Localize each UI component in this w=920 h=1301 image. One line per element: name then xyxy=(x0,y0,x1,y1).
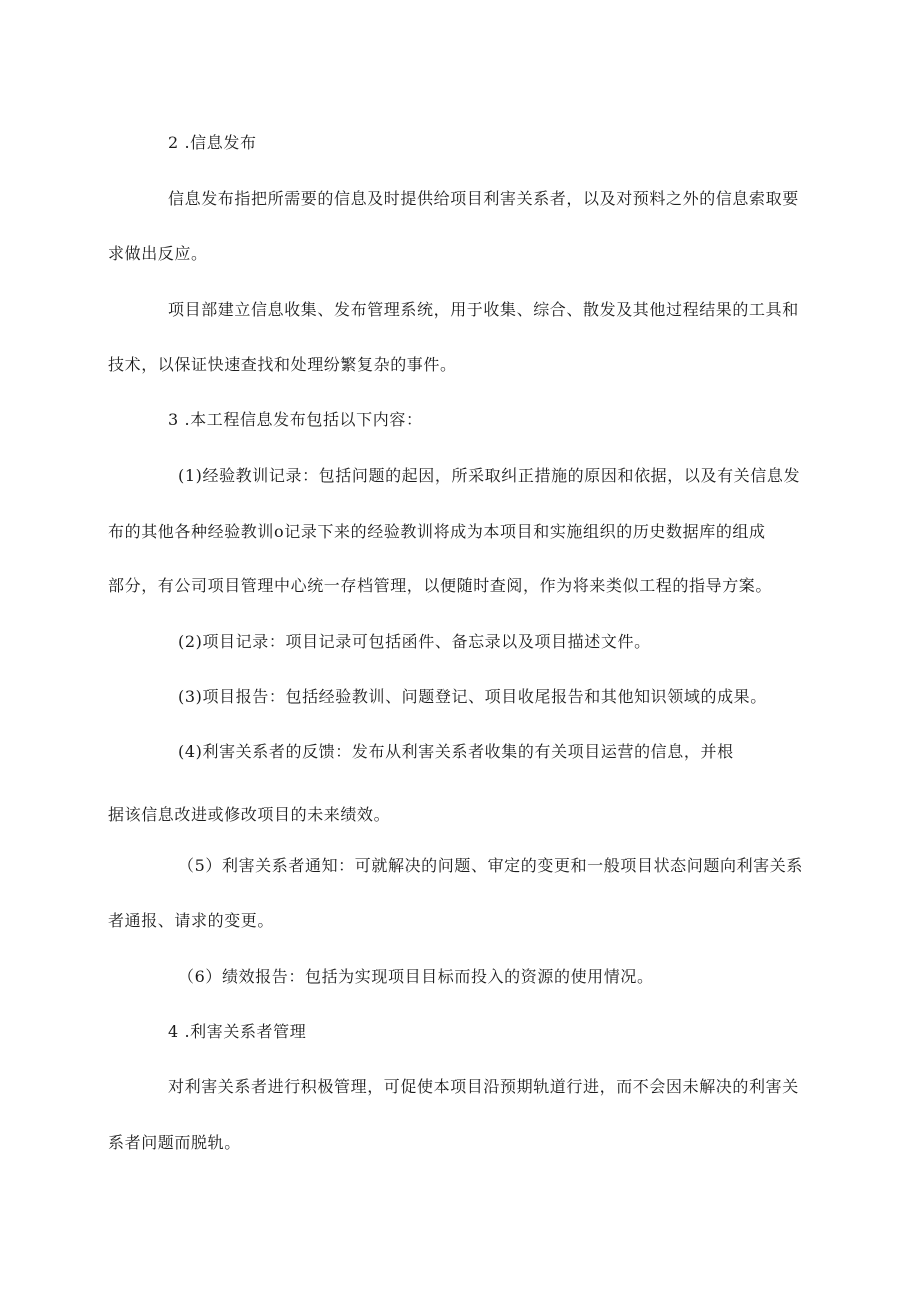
paragraph-line: 技术，以保证快速查找和处理纷繁复杂的事件。 xyxy=(108,355,457,374)
paragraph-line: 系者问题而脱轨。 xyxy=(108,1133,241,1152)
paragraph-line: 据该信息改进或修改项目的未来绩效。 xyxy=(108,805,391,824)
paragraph-line: 求做出反应。 xyxy=(108,244,208,263)
list-item-5: （5）利害关系者通知：可就解决的问题、审定的变更和一般项目状态问题向利害关系 xyxy=(178,856,803,875)
list-item-2: (2)项目记录：项目记录可包括函件、备忘录以及项目描述文件。 xyxy=(178,632,651,651)
list-item-1: (1)经验教训记录：包括问题的起因，所采取纠正措施的原因和依据，以及有关信息发 xyxy=(178,466,801,485)
paragraph-line: 项目部建立信息收集、发布管理系统，用于收集、综合、散发及其他过程结果的工具和 xyxy=(168,300,799,319)
heading-release-contents: 3 .本工程信息发布包括以下内容： xyxy=(168,410,423,429)
list-item-4: (4)利害关系者的反馈：发布从利害关系者收集的有关项目运营的信息，并根 xyxy=(178,742,734,761)
list-item-3: (3)项目报告：包括经验教训、问题登记、项目收尾报告和其他知识领域的成果。 xyxy=(178,687,767,706)
paragraph-line: 布的其他各种经验教训o记录下来的经验教训将成为本项目和实施组织的历史数据库的组成 xyxy=(108,522,766,541)
list-item-6: （6）绩效报告：包括为实现项目目标而投入的资源的使用情况。 xyxy=(178,967,654,986)
heading-info-release: 2 .信息发布 xyxy=(168,133,257,152)
paragraph-line: 者通报、请求的变更。 xyxy=(108,911,275,930)
paragraph-line: 部分，有公司项目管理中心统一存档管理，以便随时查阅，作为将来类似工程的指导方案。 xyxy=(108,576,773,595)
paragraph-line: 对利害关系者进行积极管理，可促使本项目沿预期轨道行进，而不会因未解决的利害关 xyxy=(168,1077,799,1096)
heading-stakeholder-management: 4 .利害关系者管理 xyxy=(168,1022,307,1041)
paragraph-line: 信息发布指把所需要的信息及时提供给项目利害关系者，以及对预料之外的信息索取要 xyxy=(168,189,799,208)
